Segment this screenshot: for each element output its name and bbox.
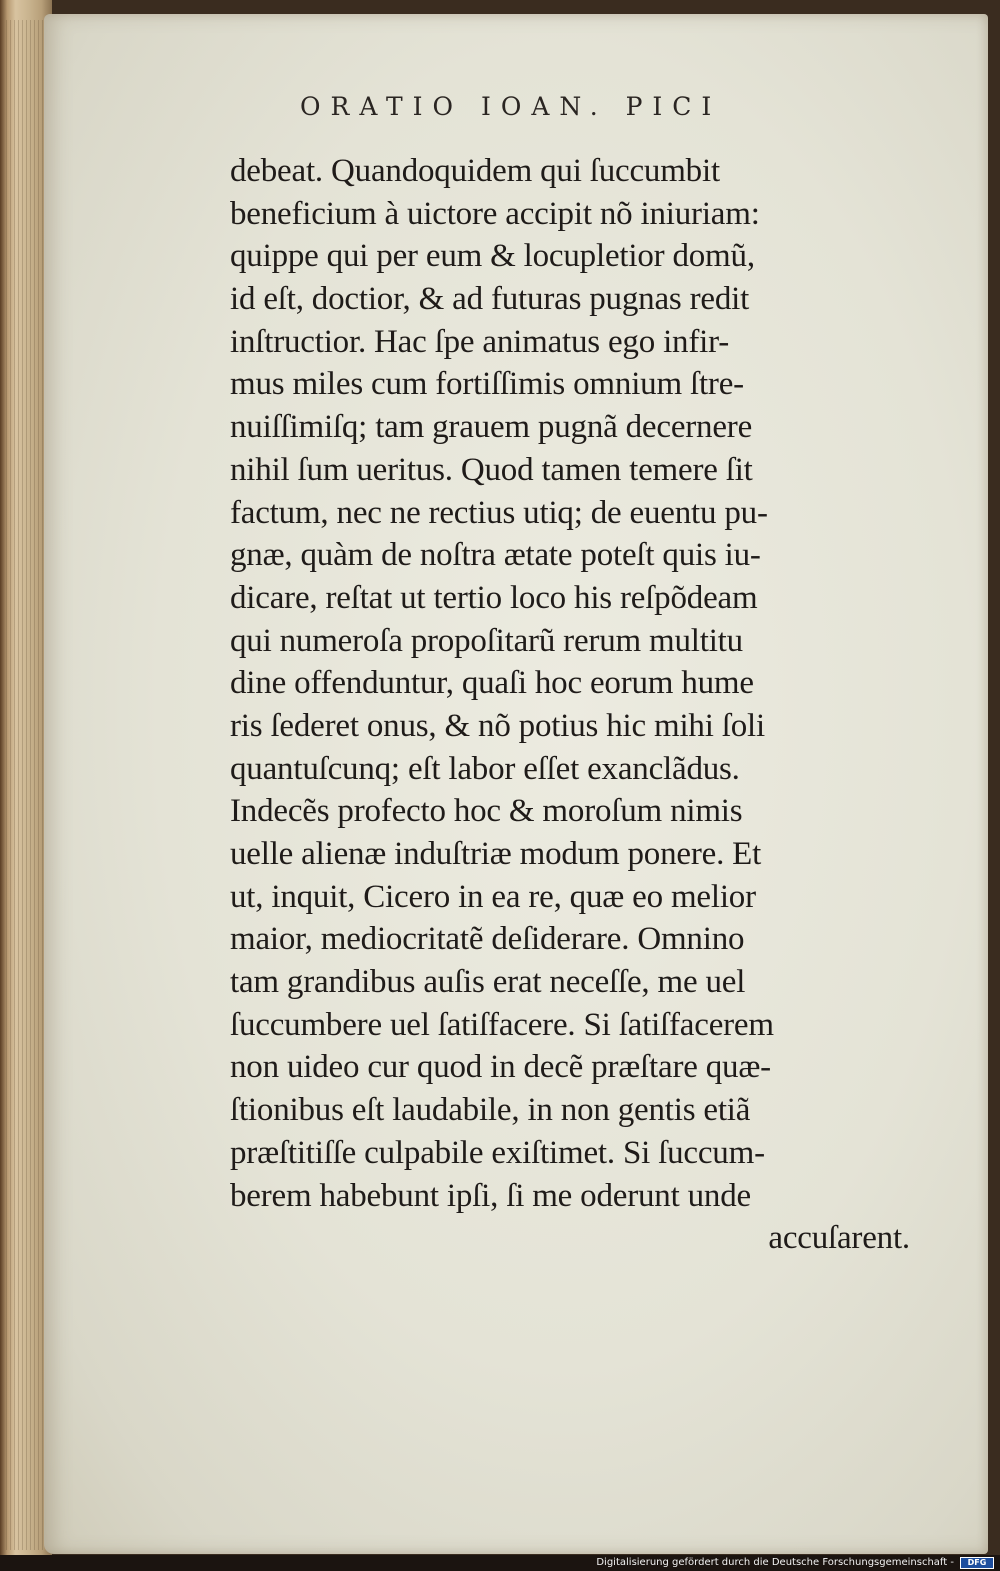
text-line: non uideo cur quod in decẽ præſtare quæ-	[230, 1049, 771, 1086]
text-line: Indecẽs profecto hoc & moroſum nimis	[230, 793, 743, 830]
text-line: id eſt, doctior, & ad futuras pugnas redit	[230, 281, 750, 318]
text-line: quantuſcunq; eſt labor eſſet exanclãdus.	[230, 750, 740, 787]
text-line: ſuccumbere uel ſatiſfacere. Si ſatiſfacerem	[230, 1006, 774, 1043]
text-line: inſtructior. Hac ſpe animatus ego infir-	[230, 323, 730, 360]
text-line: dine offenduntur, quaſi hoc eorum hume	[230, 665, 754, 702]
running-head: ORATIO IOAN. PICI	[300, 92, 722, 121]
dfg-logo-icon	[960, 1557, 994, 1569]
body-text	[230, 150, 910, 1260]
text-line: ſtionibus eſt laudabile, in non gentis etiã	[230, 1092, 751, 1129]
text-line: ris ſederet onus, & nõ potius hic mihi ſoli	[230, 707, 765, 744]
text-line: nihil ſum ueritus. Quod tamen temere ſit	[230, 451, 753, 488]
text-line: qui numeroſa propoſitarũ rerum multitu	[230, 622, 743, 659]
text-line: uelle alienæ induſtriæ modum ponere. Et	[230, 836, 762, 872]
funding-credit: Digitalisierung gefördert durch die Deutsche Forschungsgemeinschaft -	[596, 1557, 954, 1568]
text-line-catchword: accuſarent.	[768, 1220, 910, 1257]
text-line: quippe qui per eum & locupletior domũ,	[230, 238, 755, 275]
page-edge-lines	[6, 20, 46, 1550]
text-line: tam grandibus auſis erat neceſſe, me uel	[230, 964, 746, 1001]
text-line: debeat. Quandoquidem qui ſuccumbit	[230, 153, 720, 189]
text-line: beneficium à uictore accipit nõ iniuriam:	[230, 195, 760, 232]
dfg-logo-text: DFG	[967, 1558, 987, 1567]
text-line: ut, inquit, Cicero in ea re, quæ eo melior	[230, 878, 756, 915]
text-line: factum, nec ne rectius utiq; de euentu pu-	[230, 494, 768, 531]
text-line: nuiſſimiſq; tam grauem pugnã decernere	[230, 409, 753, 446]
text-line: gnæ, quàm de noſtra ætate poteſt quis iu-	[230, 537, 761, 574]
text-line: dicare, reſtat ut tertio loco his reſpõdeam	[230, 579, 758, 616]
text-line: præſtitiſſe culpabile exiſtimet. Si ſuccum-	[230, 1134, 765, 1171]
text-line: mus miles cum fortiſſimis omnium ſtre-	[230, 366, 744, 403]
text-line: berem habebunt ipſi, ſi me oderunt unde	[230, 1177, 751, 1214]
text-line: maior, mediocritatẽ deſiderare. Omnino	[230, 921, 745, 958]
